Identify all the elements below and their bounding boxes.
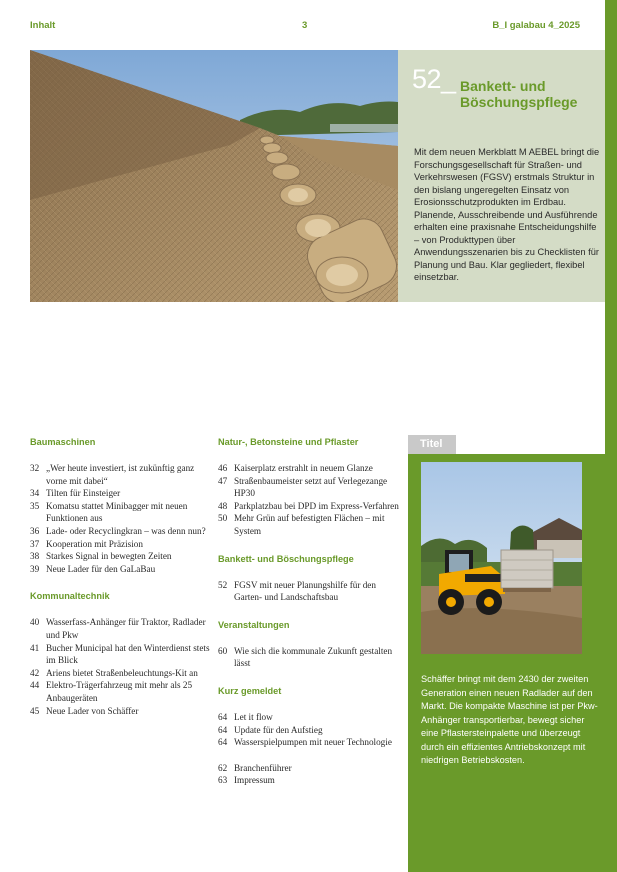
toc-page: 47: [218, 475, 228, 486]
toc-title: Wasserfass-Anhänger für Traktor, Radlader und Pkw: [46, 617, 206, 640]
toc-section-heading: Bankett- und Böschungspflege: [218, 553, 354, 564]
toc-entry[interactable]: [30, 679, 210, 704]
section-label: Inhalt: [30, 20, 56, 31]
toc-title: Parkplatzbau bei DPD im Express-Verfahren: [234, 500, 399, 511]
cover-photo: [421, 462, 582, 654]
toc-section-heading: Baumaschinen: [30, 437, 96, 447]
toc-title: Wasserspielpumpen mit neuer Technologie: [234, 737, 392, 748]
toc-title: „Wer heute investiert, ist zukünftig ganz vorne mit dabei“: [46, 463, 195, 486]
magazine-issue: B_I galabau 4_2025: [492, 20, 580, 31]
toc-page: 40: [30, 617, 40, 628]
toc-title: Let it flow: [234, 711, 273, 722]
toc-page: 34: [30, 488, 40, 499]
toc-page: 42: [30, 667, 40, 678]
toc-page: 64: [218, 711, 228, 722]
toc-page: 52: [218, 579, 228, 590]
toc-page: 44: [30, 680, 40, 691]
toc-entry[interactable]: [218, 774, 403, 787]
toc-title: Branchenführer: [234, 762, 292, 773]
toc-entry[interactable]: [218, 645, 403, 670]
toc-entry[interactable]: [218, 736, 403, 749]
toc-entry[interactable]: [218, 711, 403, 724]
toc-title: Bucher Municipal hat den Winterdienst stets im Blick: [46, 642, 210, 666]
toc-section-heading: Kurz gemeldet: [218, 685, 282, 696]
toc-section: [218, 436, 403, 538]
toc-entry[interactable]: [30, 616, 210, 641]
toc-section-heading: Natur-, Betonsteine und Pflaster: [218, 437, 359, 447]
hero-teaser: Mit dem neuen Merkblatt M AEBEL bringt die Forschungsgesellschaft für Straßen- und Verkehrswesen (FGSV) erstmals Struktur in den bislang ungeregelten Einsatz von Erosionsschutzprodukten im Erdbau. Planende, Ausschreibende und Ausführende erhalten eine praxisnahe Entscheidungshilfe – von Produkttypen über Anwendungsszenarien bis zu Checklisten für Planung und Bau. Klar gegliedert, flexibel einsetzbar.: [414, 147, 600, 282]
toc-title: Kaiserplatz erstrahlt in neuem Glanze: [234, 463, 373, 473]
toc-title: Straßenbaumeister setzt auf Verlegezange HP30: [234, 475, 388, 499]
toc-entry[interactable]: [30, 487, 210, 500]
toc-section-heading: Veranstaltungen: [218, 619, 290, 630]
toc-entry[interactable]: [30, 500, 210, 525]
toc-entry[interactable]: [218, 512, 403, 537]
page-header: [0, 0, 617, 50]
toc-section: [218, 553, 403, 604]
toc-entry[interactable]: [30, 642, 210, 667]
cover-tab: Titel: [408, 435, 456, 454]
toc-entry[interactable]: [30, 538, 210, 551]
toc-entry[interactable]: [218, 500, 403, 513]
toc-page: 64: [218, 724, 228, 735]
toc-page: 50: [218, 513, 228, 524]
toc-title: Neue Lader für den GaLaBau: [46, 563, 156, 574]
toc-title: Ariens bietet Straßenbeleuchtungs-Kit an: [46, 667, 198, 678]
hero-photo: [30, 50, 398, 302]
toc-title: Tilten für Einsteiger: [46, 488, 121, 499]
toc-entry[interactable]: [30, 550, 210, 563]
toc-title: Kooperation mit Präzision: [46, 538, 143, 549]
toc-section: [218, 685, 403, 787]
toc-title: Update für den Aufstieg: [234, 724, 323, 735]
toc-page: 36: [30, 525, 40, 536]
hero-panel: [398, 50, 605, 302]
toc-entry[interactable]: [30, 462, 210, 487]
toc-entry[interactable]: [218, 475, 403, 500]
toc-page: 32: [30, 463, 40, 473]
toc-page: 45: [30, 705, 40, 716]
toc-column-left: [30, 436, 210, 732]
page-number: 3: [302, 20, 308, 31]
toc-section: [218, 619, 403, 670]
toc-column-middle: [218, 436, 403, 802]
toc-entry[interactable]: [218, 579, 403, 604]
right-accent-strip: [605, 0, 617, 872]
toc-title: Wie sich die kommunale Zukunft gestalten lässt: [234, 645, 393, 669]
toc-page: 39: [30, 563, 40, 574]
hero-title: Bankett- und Böschungspflege: [460, 78, 578, 110]
toc-title: Neue Lader von Schäffer: [46, 705, 139, 716]
toc-page: 37: [30, 538, 40, 549]
toc-entry[interactable]: [218, 462, 403, 475]
toc-title: FGSV mit neuer Planungshilfe für den Garten- und Landschaftsbau: [234, 579, 376, 603]
toc-entry[interactable]: [30, 705, 210, 718]
toc-title: Komatsu stattet Minibagger mit neuen Funktionen aus: [46, 500, 188, 524]
toc-page: 38: [30, 551, 40, 562]
toc-section: [30, 436, 210, 575]
toc-title: Mehr Grün auf befestigten Flächen – mit System: [234, 513, 385, 536]
toc-section-heading: Kommunaltechnik: [30, 591, 110, 602]
toc-title: Elektro-Trägerfahrzeug mit mehr als 25 Anbaugeräten: [46, 680, 193, 703]
toc-entry[interactable]: [30, 525, 210, 538]
toc-title: Starkes Signal in bewegten Zeiten: [46, 551, 172, 562]
toc-entry[interactable]: [30, 667, 210, 680]
cover-caption: Schäffer bringt mit dem 2430 der zweiten Generation einen neuen Radlader auf den Markt. Die kompakte Maschine ist per Pkw-Anhänger transportierbar, bewegt sicher eine Pflastersteinpalette und überzeugt durch ein effizientes Antriebskonzept mit niedrigen Betriebskosten.: [421, 674, 598, 765]
toc-section: [30, 590, 210, 717]
toc-entry[interactable]: [218, 762, 403, 775]
toc-page: 64: [218, 737, 228, 748]
toc-page: 46: [218, 463, 228, 473]
toc-page: 62: [218, 762, 228, 773]
toc-page: 35: [30, 500, 40, 511]
toc-entry[interactable]: [218, 724, 403, 737]
toc-page: 48: [218, 500, 228, 511]
toc-page: 63: [218, 775, 228, 786]
hero-page-number: 52_: [412, 64, 456, 94]
toc-entry[interactable]: [30, 563, 210, 576]
toc-title: Lade- oder Recyclingkran – was denn nun?: [46, 525, 206, 536]
toc-page: 41: [30, 642, 40, 653]
toc-title: Impressum: [234, 775, 275, 786]
toc-page: 60: [218, 645, 228, 656]
